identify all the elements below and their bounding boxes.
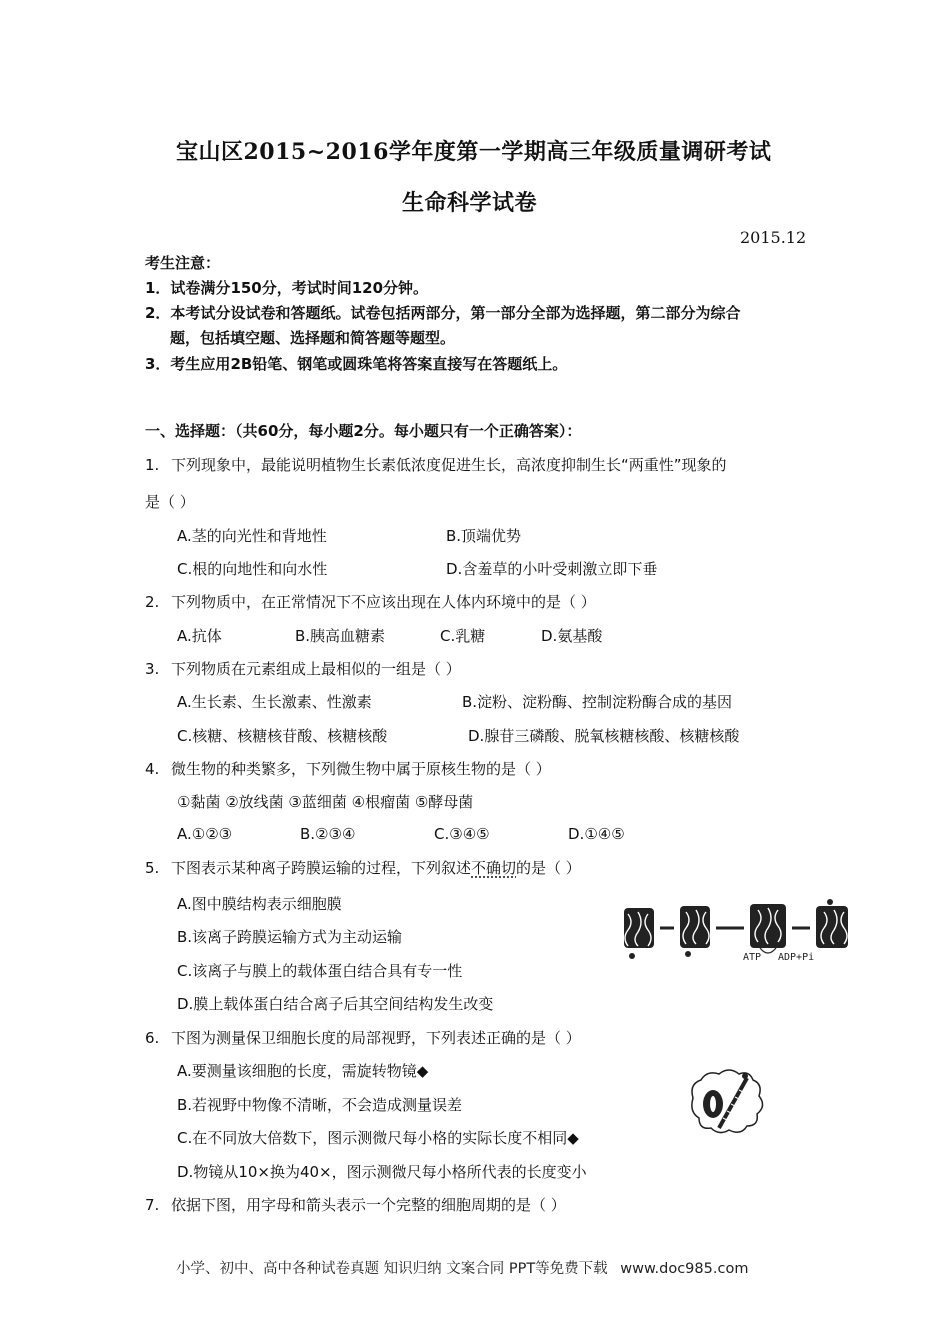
- q5-option-b: B.该离子跨膜运输方式为主动运输: [177, 928, 403, 946]
- question-number: 3.: [145, 660, 160, 678]
- q6-option-d: D.物镜从10×换为40×，图示测微尺每小格所代表的长度变小: [177, 1163, 587, 1181]
- question-number: 4.: [145, 760, 160, 778]
- q6-option-c: C.在不同放大倍数下，图示测微尺每小格的实际长度不相同◆: [177, 1129, 579, 1147]
- q4-option-b: B.②③④: [300, 825, 356, 843]
- q5-option-a: A.图中膜结构表示细胞膜: [177, 895, 342, 913]
- footer-text: 小学、初中、高中各种试卷真题 知识归纳 文案合同 PPT等免费下载: [176, 1261, 608, 1277]
- question-number: 2.: [145, 593, 160, 611]
- question-number: 1.: [145, 456, 160, 474]
- q2-option-c: C.乳糖: [440, 627, 486, 645]
- footer: [176, 1257, 748, 1278]
- question-3: [145, 658, 461, 679]
- adp-pi-label: ADP+Pi: [778, 952, 815, 963]
- q6-option-b: B.若视野中物像不清晰，不会造成测量误差: [177, 1096, 463, 1114]
- guard-cell-figure: [683, 1068, 769, 1140]
- atp-label: ATP: [743, 952, 762, 963]
- question-4: [145, 758, 551, 779]
- exam-date: 2015.12: [740, 228, 807, 247]
- q6-option-a: A.要测量该细胞的长度，需旋转物镜◆: [177, 1062, 429, 1080]
- question-stem-pre: 下图表示某种离子跨膜运输的过程，下列叙述: [171, 859, 472, 877]
- question-stem: 微生物的种类繁多，下列微生物中属于原核生物的是（ ）: [171, 760, 551, 778]
- q3-option-c: C.核糖、核糖核苷酸、核糖核酸: [177, 727, 388, 745]
- q5-option-c: C.该离子与膜上的载体蛋白结合具有专一性: [177, 962, 463, 980]
- q2-option-b: B.胰高血糖素: [295, 627, 386, 645]
- q5-option-d: D.膜上载体蛋白结合离子后其空间结构发生改变: [177, 995, 494, 1013]
- q2-option-d: D.氨基酸: [541, 627, 603, 645]
- question-1: [145, 454, 727, 475]
- notice-item-2: 2．本考试分设试卷和答题纸。试卷包括两部分，第一部分全部为选择题，第二部分为综合: [145, 304, 741, 322]
- q4-option-d: D.①④⑤: [568, 825, 625, 843]
- membrane-transport-figure: [620, 898, 860, 970]
- q4-items: ①黏菌 ②放线菌 ③蓝细菌 ④根瘤菌 ⑤酵母菌: [177, 793, 474, 811]
- footer-url[interactable]: www.doc985.com: [620, 1261, 749, 1277]
- question-2: [145, 591, 596, 612]
- notice-item-1: 1．试卷满分150分，考试时间120分钟。: [145, 279, 429, 297]
- question-stem: 下图为测量保卫细胞长度的局部视野，下列表述正确的是（ ）: [171, 1029, 581, 1047]
- exam-subtitle: 生命科学试卷: [402, 190, 538, 216]
- question-5: [145, 857, 581, 878]
- q3-option-d: D.腺苷三磷酸、脱氧核糖核酸、核糖核酸: [468, 727, 740, 745]
- q4-option-c: C.③④⑤: [434, 825, 490, 843]
- exam-title: 宝山区2015~2016学年度第一学期高三年级质量调研考试: [176, 139, 772, 165]
- q3-option-a: A.生长素、生长激素、性激素: [177, 693, 372, 711]
- question-7: [145, 1194, 566, 1215]
- q3-option-b: B.淀粉、淀粉酶、控制淀粉酶合成的基因: [462, 693, 733, 711]
- q4-option-a: A.①②③: [177, 825, 233, 843]
- q1-option-b: B.顶端优势: [446, 527, 522, 545]
- notice-heading: 考生注意：: [145, 254, 221, 272]
- question-number: 5.: [145, 859, 160, 877]
- question-number: 6.: [145, 1029, 160, 1047]
- q1-option-c: C.根的向地性和向水性: [177, 560, 328, 578]
- notice-item-3: 3．考生应用2B铅笔、钢笔或圆珠笔将答案直接写在答题纸上。: [145, 355, 568, 373]
- section-heading: 一、选择题：（共60分，每小题2分。每小题只有一个正确答案）：: [145, 422, 582, 440]
- question-1-stem-cont: 是（ ）: [145, 493, 195, 511]
- q1-option-a: A.茎的向光性和背地性: [177, 527, 327, 545]
- question-stem: 下列现象中，最能说明植物生长素低浓度促进生长，高浓度抑制生长“两重性”现象的: [171, 456, 727, 474]
- question-number: 7.: [145, 1196, 160, 1214]
- notice-item-2-cont: 题，包括填空题、选择题和简答题等题型。: [170, 329, 456, 347]
- question-stem: 依据下图，用字母和箭头表示一个完整的细胞周期的是（ ）: [171, 1196, 566, 1214]
- question-stem-emphasis: 不确切: [471, 859, 517, 877]
- question-stem-post: 的是（ ）: [516, 859, 581, 877]
- question-stem: 下列物质在元素组成上最相似的一组是（ ）: [171, 660, 461, 678]
- q2-option-a: A.抗体: [177, 627, 222, 645]
- q1-option-d: D.含羞草的小叶受刺激立即下垂: [446, 560, 658, 578]
- question-6: [145, 1027, 581, 1048]
- question-stem: 下列物质中，在正常情况下不应该出现在人体内环境中的是（ ）: [171, 593, 596, 611]
